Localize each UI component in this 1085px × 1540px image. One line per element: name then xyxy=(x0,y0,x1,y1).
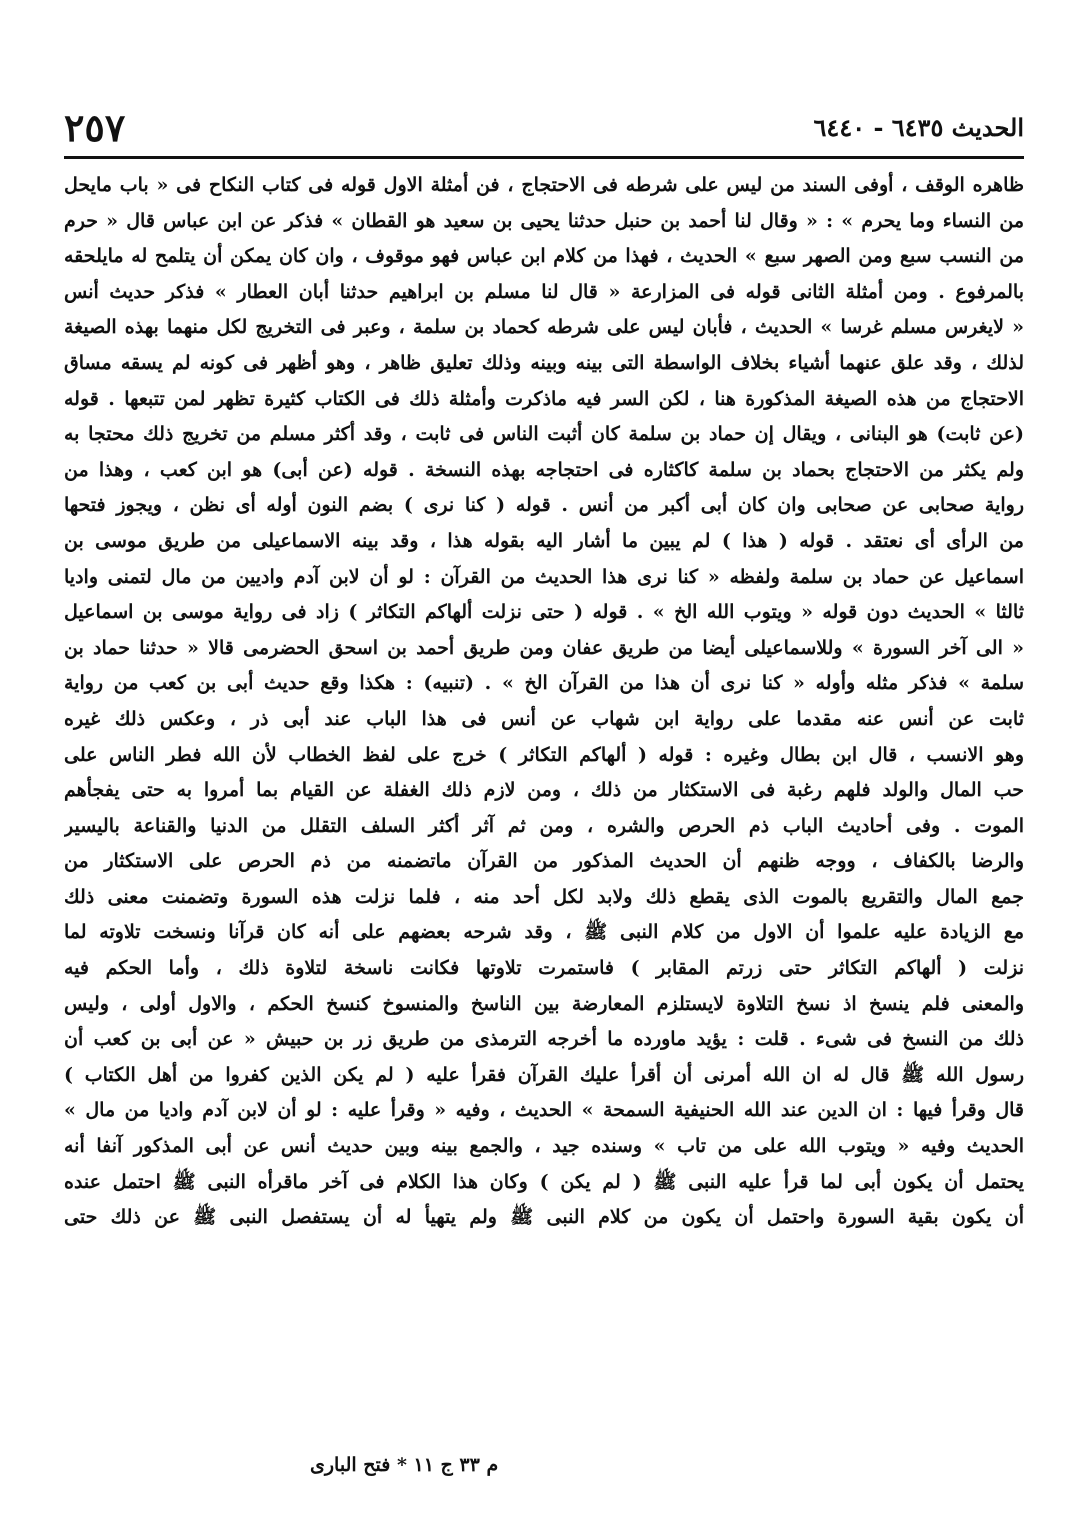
text-line: « الى آخر السورة » وللاسماعيلى أيضا من طريق عفان ومن طريق أحمد بن اسحق الحضرمى قالا « حدثنا حماد بن xyxy=(64,636,1024,659)
page-footer: م ٣٣ ج ١١ * فتح البارى xyxy=(310,1454,499,1476)
text-line: جمع المال والتقريع بالموت الذى يقطع ذلك ولابد لكل أحد منه ، فلما نزلت هذه السورة وتضمنت معنى ذلك xyxy=(64,885,1024,908)
text-line: لذلك ، وقد علق عنهما أشياء بخلاف الواسطة التى بينه وبينه وذلك تعليق ظاهر ، وهو أظهر فى كونه لم يسقه مساق xyxy=(64,351,1024,374)
text-line: مع الزيادة عليه علموا أن الاول من كلام النبى ﷺ ، وقد شرحه بعضهم على أنه كان قرآنا ونسخت تلاوته لما xyxy=(64,921,1024,944)
text-line: ولم يكثر من الاحتجاج بحماد بن سلمة كاكثاره فى احتجاجه بهذه النسخة . قوله (عن أبى) هو ابن كعب ، وهذا من xyxy=(64,458,1024,481)
text-line: بالمرفوع . ومن أمثلة الثانى قوله فى المزارعة « قال لنا مسلم بن ابراهيم حدثنا أبان العطار » فذكر حديث أنس xyxy=(64,280,1024,303)
text-line: الاحتجاج من هذه الصيغة المذكورة هنا ، لكن السر فيه ماذكرت وأمثلة ذلك فى الكتاب كثيرة تظهر لمن تتبعها . قوله xyxy=(64,387,1024,410)
text-line: ذلك من النسخ فى شىء . قلت : يؤيد ماورده ما أخرجه الترمذى من طريق زر بن حبيش « عن أبى بن كعب أن xyxy=(64,1028,1024,1051)
text-line: من الرأى أى نعتقد . قوله ( هذا ) لم يبين ما أشار اليه بقوله هذا ، وقد بينه الاسماعيلى من طريق موسى بن xyxy=(64,529,1024,552)
text-line: من النساء وما يحرم » : « وقال لنا أحمد بن حنبل حدثنا يحيى بن سعيد هو القطان » فذكر عن ابن عباس قال « حرم xyxy=(64,209,1024,232)
text-line: الموت . وفى أحاديث الباب ذم الحرص والشره ، ومن ثم آثر أكثر السلف التقلل من الدنيا والقناعة باليسير xyxy=(64,814,1024,837)
text-line: سلمة » فذكر مثله وأوله « كنا نرى أن هذا من القرآن الخ » . (تنبيه) : هكذا وقع حديث أبى بن كعب من رواية xyxy=(64,672,1024,695)
text-line: يحتمل أن يكون أبى لما قرأ عليه النبى ﷺ ( لم يكن ) وكان هذا الكلام فى آخر ماقرأه النبى ﷺ احتمل عنده xyxy=(64,1170,1024,1193)
page-number: ٢٥٧ xyxy=(64,105,126,150)
text-line: وهو الانسب ، قال ابن بطال وغيره : قوله ( ألهاكم التكاثر ) خرج على لفظ الخطاب لأن الله فطر الناس على xyxy=(64,743,1024,766)
text-line: أن يكون بقية السورة واحتمل أن يكون من كلام النبى ﷺ ولم يتهيأ له أن يستفصل النبى ﷺ عن ذلك حتى xyxy=(64,1206,1024,1229)
text-line: والرضا بالكفاف ، ووجه ظنهم أن الحديث المذكور من القرآن ماتضمنه من ذم الحرص على الاستكثار من xyxy=(64,850,1024,873)
text-line: رواية صحابى عن صحابى وان كان أبى أكبر من أنس . قوله ( كنا نرى ) بضم النون أوله أى نظن ، ويجوز فتحها xyxy=(64,494,1024,517)
text-line: نزلت ( ألهاكم التكاثر حتى زرتم المقابر ) فاستمرت تلاوتها فكانت ناسخة لتلاوة ذلك ، وأما الحكم فيه xyxy=(64,957,1024,980)
text-line: ظاهره الوقف ، أوفى السند من ليس على شرطه فى الاحتجاج ، فن أمثلة الاول قوله فى كتاب النكاح فى « باب مايحل xyxy=(64,174,1024,196)
header-rule xyxy=(64,156,1024,159)
page-header xyxy=(64,106,1024,154)
text-line: ثالثا » الحديث دون قوله « ويتوب الله الخ » . قوله ( حتى نزلت ألهاكم التكاثر ) زاد فى رواية موسى بن اسماعيل xyxy=(64,601,1024,624)
body-text xyxy=(64,168,1024,1236)
text-line: والمعنى فلم ينسخ اذ نسخ التلاوة لايستلزم المعارضة بين الناسخ والمنسوخ كنسخ الحكم ، والاول أولى ، وليس xyxy=(64,992,1024,1015)
text-line: من النسب سبع ومن الصهر سبع » الحديث ، فهذا من كلام ابن عباس فهو موقوف ، وان كان يمكن أن يتلمح له مايلحقه xyxy=(64,245,1024,268)
text-line: اسماعيل عن حماد بن سلمة ولفظه « كنا نرى هذا الحديث من القرآن : لو أن لابن آدم واديين من مال لتمنى واديا xyxy=(64,565,1024,588)
text-line: قال وقرأ فيها : ان الدين عند الله الحنيفية السمحة » الحديث ، وفيه « وقرأ عليه : لو أن لابن آدم واديا من مال » xyxy=(64,1099,1024,1122)
text-line: ثابت عن أنس عنه مقدما على رواية ابن شهاب عن أنس فى هذا الباب عند أبى ذر ، وعكس ذلك غيره xyxy=(64,707,1024,730)
text-line: رسول الله ﷺ قال له ان الله أمرنى أن أقرأ عليك القرآن فقرأ عليه ( لم يكن الذين كفروا من أهل الكتاب ) xyxy=(64,1063,1024,1086)
running-title: الحديث ٦٤٣٥ - ٦٤٤٠ xyxy=(813,113,1024,142)
text-line: الحديث وفيه « ويتوب الله على من تاب » وسنده جيد ، والجمع بينه وبين حديث أنس عن أبى المذكور آنفا أنه xyxy=(64,1135,1024,1158)
text-line: (عن ثابت) هو البنانى ، ويقال إن حماد بن سلمة كان أثبت الناس فى ثابت ، وقد أكثر مسلم من تخريج ذلك محتجا به xyxy=(64,423,1024,446)
text-line: حب المال والولد فلهم رغبة فى الاستكثار من ذلك ، ومن لازم ذلك الغفلة عن القيام بما أمروا به حتى يفجأهم xyxy=(64,779,1024,802)
text-line: « لايغرس مسلم غرسا » الحديث ، فأبان ليس على شرطه كحماد بن سلمة ، وعبر فى التخريج لكل منهما بهذه الصيغة xyxy=(64,316,1024,339)
